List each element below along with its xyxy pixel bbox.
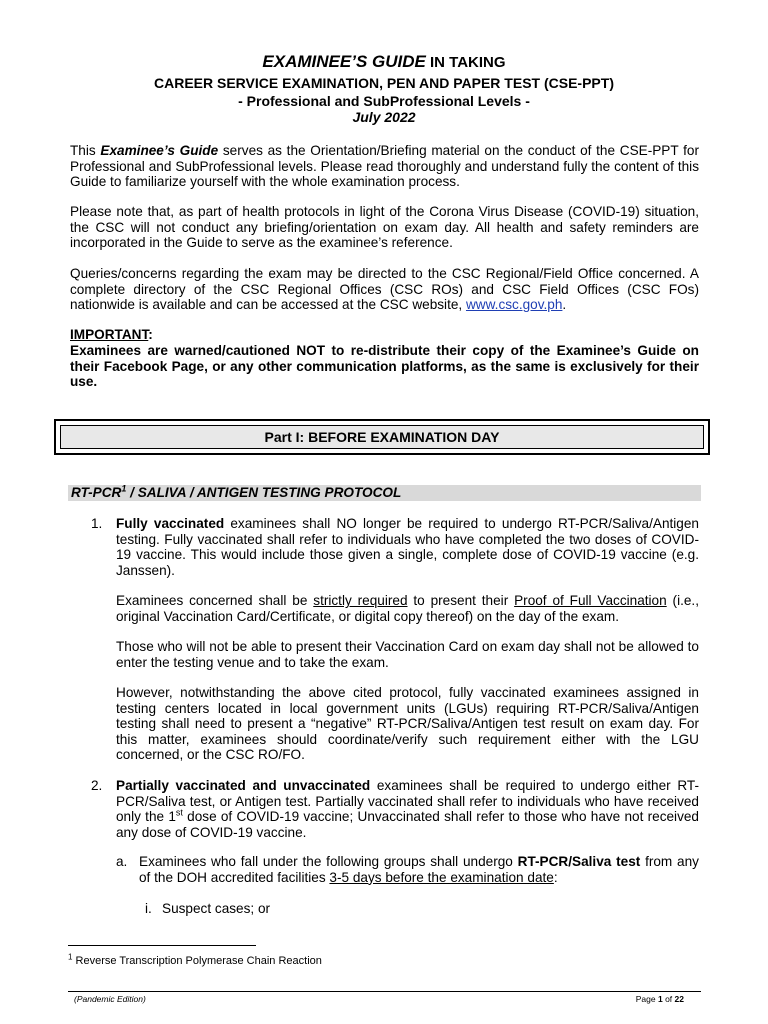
- important-label: IMPORTANT: [70, 327, 149, 342]
- section-title-start: RT-PCR: [71, 485, 122, 500]
- item2-paragraph: [116, 778, 699, 840]
- subitem-roman: i.: [145, 901, 152, 916]
- subitem-a-mid: from any of the DOH accredited facilities: [139, 854, 699, 885]
- part-heading-box: [54, 419, 710, 455]
- item2-bold: Partially vaccinated and unvaccinated: [116, 778, 371, 793]
- footnote-ref[interactable]: 1: [121, 483, 127, 494]
- subitem-letter: a.: [116, 854, 128, 869]
- subitem-a-text: Examinees who fall under the following groups shall undergo: [139, 854, 518, 869]
- current-page: 1: [657, 994, 663, 1004]
- item2-text-rest: dose of COVID-19 vaccine; Unvaccinated shall refer to those who have not received any dose of COVID-19 vaccine.: [116, 809, 699, 840]
- exam-name: CAREER SERVICE EXAMINATION, PEN AND PAPER TEST (CSE-PPT): [154, 75, 614, 91]
- csc-website-link[interactable]: www.csc.gov.ph: [465, 297, 563, 312]
- footnote-text: Reverse Transcription Polymerase Chain Reaction: [72, 955, 322, 967]
- guide-title-main: EXAMINEE’S GUIDE: [262, 52, 426, 71]
- item2-text: examinees shall be required to undergo either RT-PCR/Saliva test, or Antigen test. Partially vaccinated shall refer to individuals who have received only the 1: [116, 778, 699, 824]
- subitem-a-deadline: 3-5 days before the examination date: [329, 869, 554, 885]
- guide-title-suffix: IN TAKING: [425, 54, 506, 71]
- queries-paragraph: [70, 266, 699, 313]
- footnote-number: 1: [68, 952, 73, 962]
- section-title-rest: / SALIVA / ANTIGEN TESTING PROTOCOL: [126, 485, 402, 500]
- intro-paragraph: [70, 143, 699, 190]
- part-heading: Part I: BEFORE EXAMINATION DAY: [60, 425, 704, 449]
- item1-strict: strictly required: [313, 593, 408, 608]
- queries-text: Queries/concerns regarding the exam may be directed to the CSC Regional/Field Office concerned. A complete directory of the CSC Regional Offices (CSC ROs) and CSC Field Offices (CSC FOs) nationwide is available and can be accessed at the CSC website,: [70, 266, 699, 312]
- footnote: [68, 952, 322, 967]
- exam-levels: - Professional and SubProfessional Levels -: [238, 93, 530, 109]
- health-protocol-paragraph: Please note that, as part of health protocols in light of the Corona Virus Disease (COVID-19) situation, the CSC will not conduct any briefing/orientation on exam day. All health and safety reminders are incorporated in the Guide to serve as the examinee’s reference.: [70, 204, 699, 250]
- subitem-i-text: Suspect cases; or: [162, 901, 271, 916]
- important-notice: Examinees are warned/cautioned NOT to re-distribute their copy of the Examinee’s Guide on their Facebook Page, or any other communication platforms, as the same is exclusively for their use.: [70, 343, 699, 389]
- item1-lgu-paragraph: However, notwithstanding the above cited protocol, fully vaccinated examinees assigned in testing centers located in local government units (LGUs) requiring RT-PCR/Saliva/Antigen testing shall need to present a “negative” RT-PCR/Saliva/Antigen test result on exam day. For this matter, examinees should coordinate/verify such requirement either with the LGU concerned, or the CSC RO/FO.: [116, 685, 699, 762]
- page-number: [636, 994, 684, 1004]
- exam-date: July 2022: [352, 109, 416, 125]
- item-number: 2.: [91, 778, 103, 793]
- page-label: Page: [635, 994, 658, 1004]
- section-heading: [68, 485, 701, 501]
- important-heading: [70, 327, 153, 342]
- item1-text: examinees shall NO longer be required to undergo RT-PCR/Saliva/Antigen testing. Fully vaccinated shall refer to individuals who have completed the two doses of COVID-19 vaccine. This would include those given a single, complete dose of COVID-19 vaccine (e.g. Janssen).: [116, 516, 699, 578]
- item-number: 1.: [91, 516, 103, 531]
- footnote-divider: [68, 945, 256, 946]
- item1-paragraph: [116, 516, 699, 578]
- guide-title: [0, 52, 768, 72]
- item1-proof-text: Examinees concerned shall be: [116, 593, 314, 608]
- item1-proof-paragraph: [116, 593, 699, 624]
- subitem-a-paragraph: [139, 854, 699, 885]
- subitem-a-bold: RT-PCR/Saliva test: [517, 854, 641, 869]
- queries-end: .: [562, 297, 567, 312]
- item1-bold: Fully vaccinated: [116, 516, 225, 531]
- intro-text-rest: serves as the Orientation/Briefing material on the conduct of the CSE-PPT for Professional and SubProfessional levels. Please read thoroughly and understand fully the content of this Guide to familiarize yourself with the whole examination process.: [70, 143, 699, 189]
- intro-guide-name: Examinee’s Guide: [100, 143, 219, 158]
- total-pages: 22: [674, 994, 684, 1004]
- item1-proof-mid: to present their: [407, 593, 515, 608]
- ordinal-suffix: st: [175, 807, 183, 818]
- important-colon: :: [148, 327, 153, 342]
- item1-proof-end: (i.e., original Vaccination Card/Certificate, or digital copy thereof) on the day of the exam.: [116, 593, 699, 624]
- item1-proof-vax: Proof of Full Vaccination: [514, 593, 667, 608]
- intro-text-start: This: [70, 143, 101, 158]
- page-of: of: [662, 994, 675, 1004]
- subitem-a-end: :: [553, 869, 558, 885]
- edition-label: (Pandemic Edition): [74, 994, 146, 1004]
- item1-entry-paragraph: Those who will not be able to present their Vaccination Card on exam day shall not be allowed to enter the testing venue and to take the exam.: [116, 639, 699, 670]
- footer-divider: [68, 991, 701, 992]
